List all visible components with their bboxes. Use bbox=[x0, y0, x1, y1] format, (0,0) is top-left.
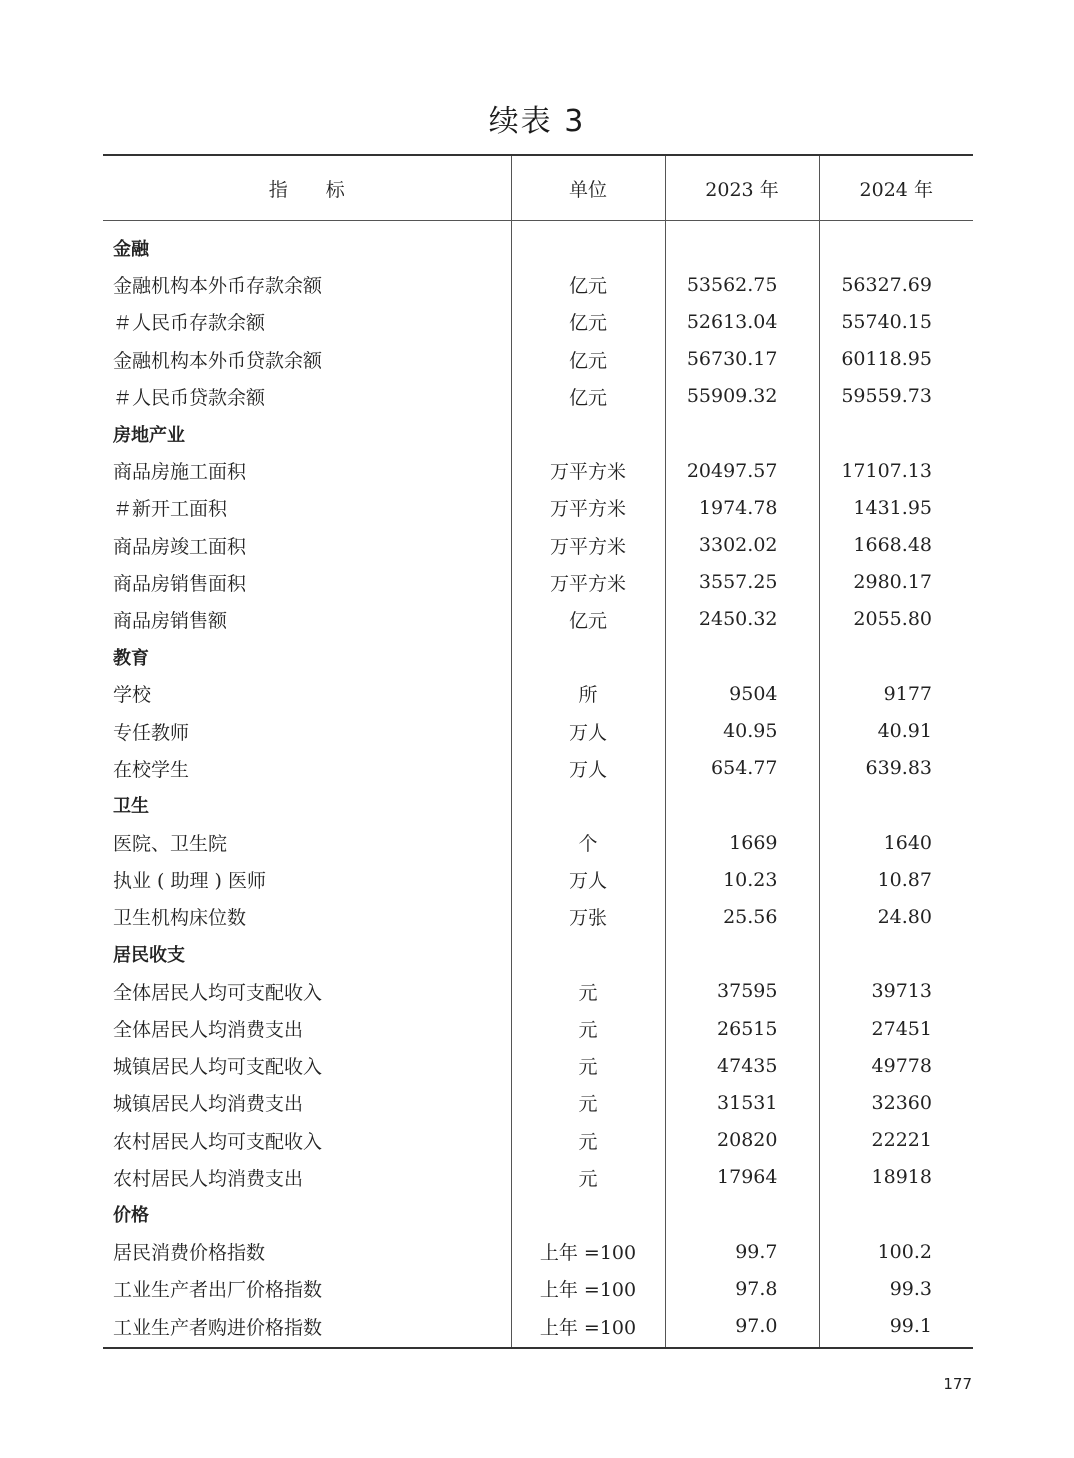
unit-cell: 所 bbox=[511, 675, 665, 712]
value-2024 bbox=[819, 936, 973, 973]
value-2024: 32360 bbox=[819, 1084, 973, 1121]
table-row bbox=[103, 1159, 973, 1196]
value-2023: 99.7 bbox=[665, 1233, 819, 1270]
indicator-name: ＃新开工面积 bbox=[113, 498, 228, 521]
indicator-name: 金融机构本外币贷款余额 bbox=[113, 349, 323, 372]
value-2023: 20497.57 bbox=[665, 452, 819, 489]
value-2023 bbox=[665, 415, 819, 452]
page-number: 177 bbox=[943, 1375, 972, 1393]
value-2024: 1431.95 bbox=[819, 489, 973, 526]
value-2023: 97.8 bbox=[665, 1270, 819, 1307]
indicator-name: 专任教师 bbox=[113, 721, 190, 744]
unit-cell bbox=[511, 221, 665, 267]
value-2024: 17107.13 bbox=[819, 452, 973, 489]
value-2023: 40.95 bbox=[665, 712, 819, 749]
value-2023: 2450.32 bbox=[665, 601, 819, 638]
table-row bbox=[103, 712, 973, 749]
category-label: 卫生 bbox=[113, 796, 149, 818]
value-2024: 18918 bbox=[819, 1159, 973, 1196]
value-2024: 99.1 bbox=[819, 1307, 973, 1347]
value-2023: 56730.17 bbox=[665, 341, 819, 378]
indicator-name: 城镇居民人均可支配收入 bbox=[113, 1056, 323, 1079]
value-2024 bbox=[819, 1196, 973, 1233]
value-2023: 97.0 bbox=[665, 1307, 819, 1347]
unit-cell: 万人 bbox=[511, 750, 665, 787]
unit-cell: 万人 bbox=[511, 861, 665, 898]
unit-cell: 万平方米 bbox=[511, 452, 665, 489]
indicator-name: 工业生产者出厂价格指数 bbox=[113, 1279, 323, 1302]
indicator-name: 农村居民人均可支配收入 bbox=[113, 1130, 323, 1153]
unit-cell: 上年 =100 bbox=[511, 1307, 665, 1347]
unit-cell: 元 bbox=[511, 973, 665, 1010]
value-2024: 49778 bbox=[819, 1047, 973, 1084]
table-row bbox=[103, 1122, 973, 1159]
header-2023: 2023 年 bbox=[665, 155, 819, 221]
unit-cell: 亿元 bbox=[511, 341, 665, 378]
table-body bbox=[103, 221, 973, 1348]
table-row bbox=[103, 341, 973, 378]
table-row bbox=[103, 861, 973, 898]
value-2024: 24.80 bbox=[819, 898, 973, 935]
value-2024: 100.2 bbox=[819, 1233, 973, 1270]
unit-cell: 万平方米 bbox=[511, 527, 665, 564]
value-2023: 55909.32 bbox=[665, 378, 819, 415]
value-2023: 26515 bbox=[665, 1010, 819, 1047]
value-2023: 9504 bbox=[665, 675, 819, 712]
value-2023: 47435 bbox=[665, 1047, 819, 1084]
value-2023: 3302.02 bbox=[665, 527, 819, 564]
value-2024 bbox=[819, 221, 973, 267]
indicator-name: 商品房销售额 bbox=[113, 609, 228, 632]
value-2023 bbox=[665, 221, 819, 267]
value-2024: 99.3 bbox=[819, 1270, 973, 1307]
unit-cell: 上年 =100 bbox=[511, 1270, 665, 1307]
value-2024 bbox=[819, 787, 973, 824]
value-2024: 55740.15 bbox=[819, 303, 973, 340]
unit-cell: 万平方米 bbox=[511, 489, 665, 526]
category-row bbox=[103, 1196, 973, 1233]
unit-cell: 万平方米 bbox=[511, 564, 665, 601]
value-2024: 2055.80 bbox=[819, 601, 973, 638]
unit-cell bbox=[511, 1196, 665, 1233]
value-2023: 3557.25 bbox=[665, 564, 819, 601]
header-unit: 单位 bbox=[511, 155, 665, 221]
table-row bbox=[103, 675, 973, 712]
table-row bbox=[103, 303, 973, 340]
indicator-name: 农村居民人均消费支出 bbox=[113, 1167, 304, 1190]
table-row bbox=[103, 1307, 973, 1347]
unit-cell: 元 bbox=[511, 1122, 665, 1159]
table-row bbox=[103, 452, 973, 489]
table-row bbox=[103, 378, 973, 415]
table-row bbox=[103, 601, 973, 638]
indicator-name: 商品房施工面积 bbox=[113, 461, 247, 484]
category-label: 价格 bbox=[113, 1205, 149, 1227]
indicator-name: 城镇居民人均消费支出 bbox=[113, 1093, 304, 1116]
value-2024 bbox=[819, 415, 973, 452]
unit-cell: 亿元 bbox=[511, 266, 665, 303]
indicator-name: 医院、卫生院 bbox=[113, 833, 228, 856]
value-2024 bbox=[819, 638, 973, 675]
value-2023: 1669 bbox=[665, 824, 819, 861]
page-title: 续表 3 bbox=[488, 104, 586, 139]
category-label: 金融 bbox=[113, 238, 149, 260]
value-2024: 2980.17 bbox=[819, 564, 973, 601]
statistics-table bbox=[103, 154, 973, 1349]
unit-cell bbox=[511, 787, 665, 824]
indicator-name: 执业 ( 助理 ) 医师 bbox=[113, 870, 266, 893]
table-row bbox=[103, 750, 973, 787]
value-2023: 17964 bbox=[665, 1159, 819, 1196]
value-2023: 20820 bbox=[665, 1122, 819, 1159]
unit-cell bbox=[511, 638, 665, 675]
unit-cell: 亿元 bbox=[511, 303, 665, 340]
table-row bbox=[103, 973, 973, 1010]
unit-cell bbox=[511, 936, 665, 973]
value-2023: 31531 bbox=[665, 1084, 819, 1121]
unit-cell: 元 bbox=[511, 1010, 665, 1047]
unit-cell: 个 bbox=[511, 824, 665, 861]
table-row bbox=[103, 824, 973, 861]
indicator-name: 居民消费价格指数 bbox=[113, 1242, 266, 1265]
indicator-name: 商品房竣工面积 bbox=[113, 535, 247, 558]
indicator-name: 学校 bbox=[113, 684, 152, 707]
value-2023 bbox=[665, 936, 819, 973]
value-2023: 1974.78 bbox=[665, 489, 819, 526]
table-row bbox=[103, 266, 973, 303]
table-row bbox=[103, 1270, 973, 1307]
value-2023: 53562.75 bbox=[665, 266, 819, 303]
value-2023: 10.23 bbox=[665, 861, 819, 898]
table-row bbox=[103, 898, 973, 935]
table-row bbox=[103, 1084, 973, 1121]
value-2024: 60118.95 bbox=[819, 341, 973, 378]
table-row bbox=[103, 489, 973, 526]
value-2023: 654.77 bbox=[665, 750, 819, 787]
indicator-name: 全体居民人均可支配收入 bbox=[113, 981, 323, 1004]
indicator-name: 商品房销售面积 bbox=[113, 572, 247, 595]
value-2024: 56327.69 bbox=[819, 266, 973, 303]
table-row bbox=[103, 527, 973, 564]
category-label: 居民收支 bbox=[113, 945, 185, 967]
indicator-name: 在校学生 bbox=[113, 758, 190, 781]
category-row bbox=[103, 787, 973, 824]
unit-cell: 元 bbox=[511, 1084, 665, 1121]
header-2024: 2024 年 bbox=[819, 155, 973, 221]
unit-cell: 亿元 bbox=[511, 601, 665, 638]
table-row bbox=[103, 1233, 973, 1270]
unit-cell: 万人 bbox=[511, 712, 665, 749]
category-label: 教育 bbox=[113, 647, 149, 669]
category-row bbox=[103, 221, 973, 267]
indicator-name: 卫生机构床位数 bbox=[113, 907, 247, 930]
value-2023 bbox=[665, 638, 819, 675]
value-2023: 37595 bbox=[665, 973, 819, 1010]
indicator-name: 工业生产者购进价格指数 bbox=[113, 1316, 323, 1339]
value-2024: 639.83 bbox=[819, 750, 973, 787]
indicator-name: ＃人民币贷款余额 bbox=[113, 386, 266, 409]
value-2024: 10.87 bbox=[819, 861, 973, 898]
unit-cell: 元 bbox=[511, 1047, 665, 1084]
category-row bbox=[103, 415, 973, 452]
unit-cell: 亿元 bbox=[511, 378, 665, 415]
value-2024: 1640 bbox=[819, 824, 973, 861]
indicator-name: ＃人民币存款余额 bbox=[113, 312, 266, 335]
category-row bbox=[103, 638, 973, 675]
value-2024: 27451 bbox=[819, 1010, 973, 1047]
category-label: 房地产业 bbox=[113, 424, 185, 446]
unit-cell: 万张 bbox=[511, 898, 665, 935]
indicator-name: 全体居民人均消费支出 bbox=[113, 1019, 304, 1042]
value-2024: 40.91 bbox=[819, 712, 973, 749]
table-header-row bbox=[103, 155, 973, 221]
table-row bbox=[103, 564, 973, 601]
header-indicator: 指 标 bbox=[103, 155, 511, 221]
value-2024: 22221 bbox=[819, 1122, 973, 1159]
value-2024: 59559.73 bbox=[819, 378, 973, 415]
value-2024: 1668.48 bbox=[819, 527, 973, 564]
value-2023: 52613.04 bbox=[665, 303, 819, 340]
table-row bbox=[103, 1047, 973, 1084]
indicator-name: 金融机构本外币存款余额 bbox=[113, 275, 323, 298]
value-2023 bbox=[665, 787, 819, 824]
value-2024: 39713 bbox=[819, 973, 973, 1010]
value-2023: 25.56 bbox=[665, 898, 819, 935]
unit-cell bbox=[511, 415, 665, 452]
category-row bbox=[103, 936, 973, 973]
unit-cell: 元 bbox=[511, 1159, 665, 1196]
table-row bbox=[103, 1010, 973, 1047]
value-2024: 9177 bbox=[819, 675, 973, 712]
unit-cell: 上年 =100 bbox=[511, 1233, 665, 1270]
value-2023 bbox=[665, 1196, 819, 1233]
